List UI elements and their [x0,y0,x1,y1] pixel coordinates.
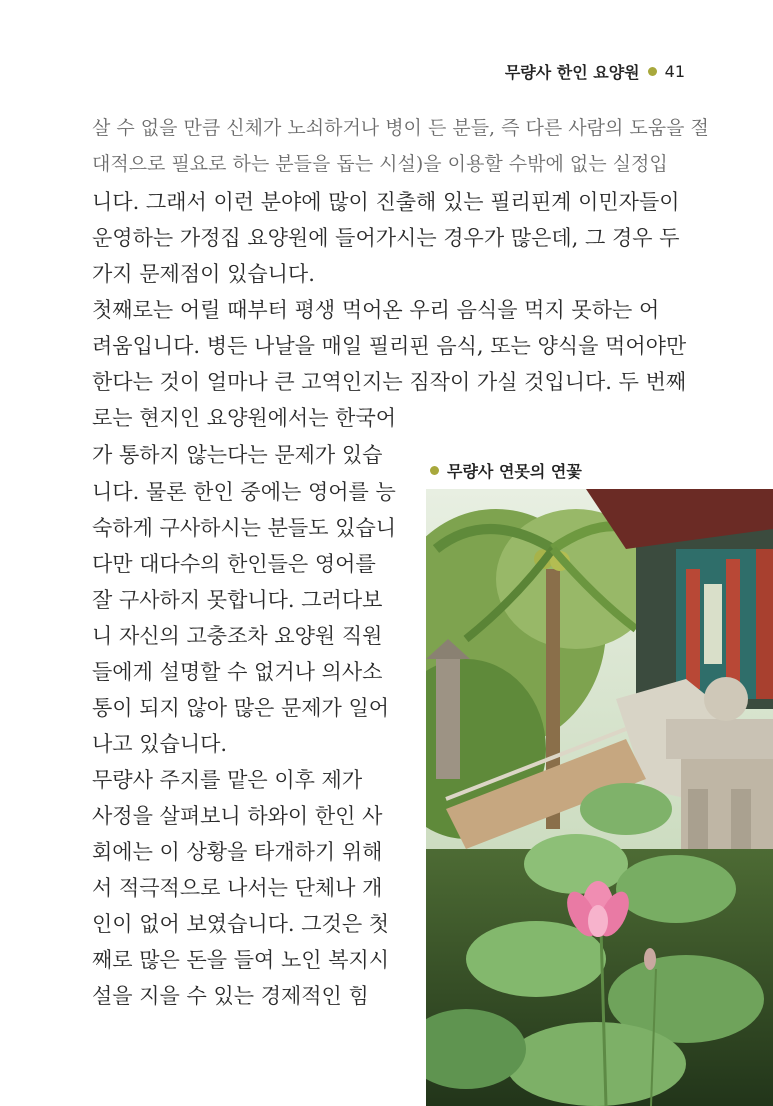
body-line: 가지 문제점이 있습니다. [92,262,315,286]
body-line: 니다. 물론 한인 중에는 영어를 능 [92,480,396,504]
body-line: 사정을 살펴보니 하와이 한인 사 [92,804,383,828]
running-header [505,60,685,83]
body-line: 니다. 그래서 이런 분야에 많이 진출해 있는 필리핀계 이민자들이 [92,190,680,214]
body-line: 서 적극적으로 나서는 단체나 개 [92,876,383,900]
body-line: 첫째로는 어릴 때부터 평생 먹어온 우리 음식을 먹지 못하는 어 [92,298,660,322]
bullet-dot-icon [430,466,439,475]
temple-lotus-photo [426,489,773,1106]
body-line: 통이 되지 않아 많은 문제가 일어 [92,696,390,720]
body-line: 운영하는 가정집 요양원에 들어가시는 경우가 많은데, 그 경우 두 [92,226,680,250]
body-line: 잘 구사하지 못합니다. 그러다보 [92,588,383,612]
body-line: 살 수 없을 만큼 신체가 노쇠하거나 병이 든 분들, 즉 다른 사람의 도움을 절 [92,117,709,139]
photo-caption [430,459,582,482]
body-line: 로는 현지인 요양원에서는 한국어 [92,406,397,430]
body-line: 대적으로 필요로 하는 분들을 돕는 시설)을 이용할 수밖에 없는 실정입 [92,153,668,175]
body-line: 설을 지을 수 있는 경제적인 힘 [92,984,369,1008]
page-number: 41 [664,62,685,81]
body-line: 인이 없어 보였습니다. 그것은 첫 [92,912,390,936]
photo-caption-text: 무량사 연못의 연꽃 [447,462,582,481]
body-line: 다만 대다수의 한인들은 영어를 [92,552,376,576]
body-line: 니 자신의 고충조차 요양원 직원 [92,624,383,648]
body-line: 째로 많은 돈을 들여 노인 복지시 [92,948,390,972]
body-line: 려움입니다. 병든 나날을 매일 필리핀 음식, 또는 양식을 먹어야만 [92,334,687,358]
body-line: 한다는 것이 얼마나 큰 고역인지는 짐작이 가실 것입니다. 두 번째 [92,370,687,394]
body-line: 가 통하지 않는다는 문제가 있습 [92,443,383,467]
header-title: 무량사 한인 요양원 [504,63,640,82]
body-line: 나고 있습니다. [92,732,228,756]
bullet-dot-icon [648,67,657,76]
body-line: 숙하게 구사하시는 분들도 있습니 [92,516,397,540]
body-line: 회에는 이 상황을 타개하기 위해 [92,840,383,864]
body-line: 들에게 설명할 수 없거나 의사소 [92,660,383,684]
body-line: 무량사 주지를 맡은 이후 제가 [92,768,363,792]
